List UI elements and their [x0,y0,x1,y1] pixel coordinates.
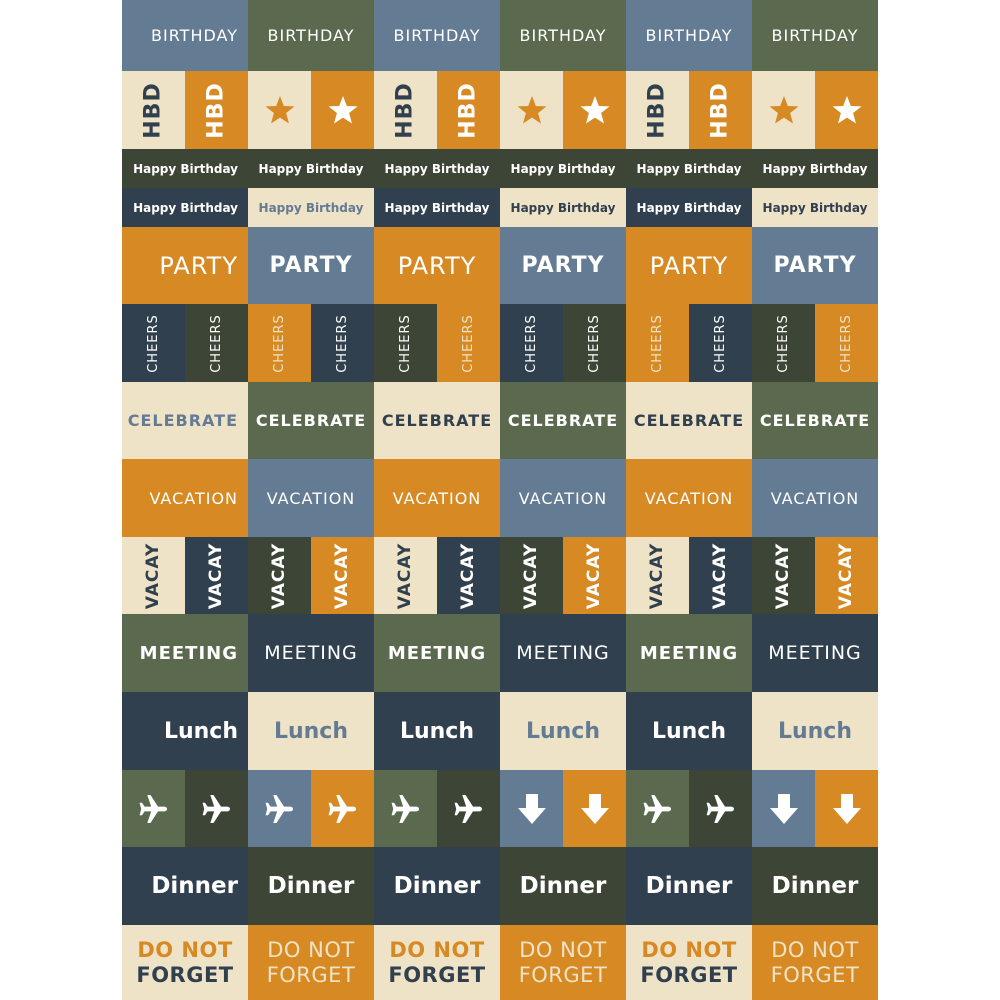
sticker-label: Lunch [651,718,727,744]
sticker-row-party [122,227,878,304]
star-icon [830,93,864,127]
sticker-lunch [122,692,248,770]
label-line-1: DO NOT [389,937,485,962]
sticker-label: VACATION [149,488,238,508]
sticker-happy-birthday-1 [374,149,500,188]
sticker-dinner [248,847,374,925]
sticker-label: CHEERS [775,313,791,373]
sticker-half [752,537,815,614]
sticker-vacay [626,537,752,614]
star-icon [263,93,297,127]
airplane-icon [704,792,738,826]
sticker-lunch [752,692,878,770]
sticker-label: Dinner [645,873,733,899]
sticker-label: HBD [140,81,166,139]
sticker-label: VACATION [392,488,482,508]
do-not-forget-label [519,938,608,988]
sticker-label: CHEERS [271,313,287,373]
sticker-label: Happy Birthday [133,161,238,176]
sticker-travel [626,770,752,847]
sticker-label: VACAY [647,542,668,609]
sticker-label: Happy Birthday [384,200,490,215]
sticker-row-meeting [122,614,878,692]
label-line-1: DO NOT [771,937,859,962]
sticker-half [122,770,185,847]
sticker-lunch [626,692,752,770]
sticker-celebrate [122,382,248,459]
sticker-half [500,71,563,149]
sticker-meeting [500,614,626,692]
sticker-label: Happy Birthday [258,161,364,176]
star-icon [515,93,549,127]
sticker-label: VACAY [773,542,794,609]
sticker-half [311,770,374,847]
sticker-cheers [122,304,248,382]
sticker-half [626,537,689,614]
sticker-party [626,227,752,304]
sticker-label: CELEBRATE [127,411,238,430]
sticker-label: CHEERS [145,313,161,373]
sticker-dinner [500,847,626,925]
down-arrow-icon [830,792,864,826]
sticker-vacay [122,537,248,614]
airplane-icon [389,792,423,826]
sticker-celebrate [626,382,752,459]
sticker-birthday [626,0,752,71]
sticker-half [185,537,248,614]
sticker-label: CHEERS [208,313,224,373]
sticker-label: Lunch [777,718,853,744]
sticker-label: VACAY [458,542,479,609]
sticker-half [248,71,311,149]
sticker-label: Dinner [267,873,355,899]
sticker-happy-birthday-2 [248,188,374,227]
sticker-meeting [248,614,374,692]
sticker-vacation [122,459,248,537]
sticker-celebrate [752,382,878,459]
sticker-label: VACATION [770,488,860,508]
sticker-label: Happy Birthday [762,200,868,215]
airplane-icon [641,792,675,826]
sticker-half [437,304,500,382]
sticker-travel [752,770,878,847]
sticker-label: Dinner [151,873,238,899]
sticker-happy-birthday-2 [374,188,500,227]
sticker-row-hbd [122,71,878,149]
sticker-half [185,770,248,847]
sticker-half [248,304,311,382]
airplane-icon [263,792,297,826]
sticker-label: CHEERS [460,313,476,373]
sticker-half [815,304,878,382]
sticker-half [563,770,626,847]
sticker-row-happy-birthday-2 [122,188,878,227]
do-not-forget-label [267,938,356,988]
sticker-vacation [752,459,878,537]
sticker-row-vacation [122,459,878,537]
sticker-lunch [500,692,626,770]
sticker-label: BIRTHDAY [771,26,859,45]
sticker-dinner [626,847,752,925]
sticker-half [437,770,500,847]
sticker-row-cheers [122,304,878,382]
sticker-half [311,71,374,149]
sticker-hbd [752,71,878,149]
sticker-half [374,304,437,382]
sticker-label: VACAY [395,542,416,609]
sticker-travel [248,770,374,847]
sticker-label: CHEERS [838,313,854,373]
star-icon [326,93,360,127]
sticker-vacation [626,459,752,537]
sticker-label: VACAY [206,542,227,609]
sticker-happy-birthday-2 [626,188,752,227]
sticker-half [626,770,689,847]
sticker-happy-birthday-1 [626,149,752,188]
sticker-label: CELEBRATE [759,411,871,430]
sticker-birthday [248,0,374,71]
sticker-half [752,71,815,149]
label-line-2: FORGET [388,962,486,987]
label-line-2: FORGET [266,962,356,987]
sticker-celebrate [500,382,626,459]
sticker-label: HBD [203,81,229,139]
sticker-row-lunch [122,692,878,770]
sticker-half [500,537,563,614]
sticker-cheers [374,304,500,382]
sticker-half [248,537,311,614]
sticker-row-birthday [122,0,878,71]
sticker-dinner [374,847,500,925]
sticker-hbd [374,71,500,149]
sticker-half [374,770,437,847]
sticker-label: CELEBRATE [507,411,619,430]
sticker-label: PARTY [649,251,729,280]
sticker-half [689,304,752,382]
sticker-travel [122,770,248,847]
sticker-label: Dinner [393,873,481,899]
sticker-half [689,71,752,149]
sticker-label: CELEBRATE [381,411,493,430]
label-line-1: DO NOT [137,937,233,962]
sticker-label: BIRTHDAY [393,26,481,45]
airplane-icon [452,792,486,826]
sticker-meeting [752,614,878,692]
sticker-label: Lunch [273,718,349,744]
do-not-forget-label [640,938,737,988]
sticker-label: VACATION [518,488,608,508]
sticker-label: CELEBRATE [255,411,367,430]
sticker-happy-birthday-1 [500,149,626,188]
sticker-label: HBD [455,81,481,139]
sticker-label: Happy Birthday [636,161,742,176]
sticker-do-not-forget [122,925,248,1000]
sticker-label: HBD [707,81,733,139]
sticker-label: PARTY [397,251,477,280]
sticker-happy-birthday-1 [122,149,248,188]
sticker-label: VACAY [836,542,857,609]
label-line-2: FORGET [770,962,860,987]
sticker-vacay [374,537,500,614]
sticker-birthday [374,0,500,71]
label-line-1: DO NOT [641,937,737,962]
sticker-do-not-forget [248,925,374,1000]
sticker-label: MEETING [387,642,487,664]
sticker-row-vacay [122,537,878,614]
sticker-do-not-forget [374,925,500,1000]
sticker-label: VACAY [269,542,290,609]
sticker-half [500,770,563,847]
sticker-happy-birthday-1 [248,149,374,188]
sticker-label: CELEBRATE [633,411,745,430]
sticker-half [374,71,437,149]
sticker-half [122,537,185,614]
sticker-hbd [248,71,374,149]
sticker-do-not-forget [500,925,626,1000]
sticker-half [311,304,374,382]
airplane-icon [326,792,360,826]
do-not-forget-label [136,938,233,988]
sticker-vacay [248,537,374,614]
sticker-half [689,770,752,847]
sticker-label: VACAY [332,542,353,609]
down-arrow-icon [767,792,801,826]
label-line-2: FORGET [136,962,234,987]
sticker-half [122,71,185,149]
label-line-2: FORGET [518,962,608,987]
sticker-half [437,71,500,149]
sticker-half [311,537,374,614]
sticker-sheet [122,0,878,1000]
sticker-do-not-forget [752,925,878,1000]
sticker-label: Lunch [163,718,238,744]
sticker-label: PARTY [773,253,857,278]
sticker-party [752,227,878,304]
sticker-row-dinner [122,847,878,925]
sticker-happy-birthday-2 [752,188,878,227]
sticker-dinner [122,847,248,925]
sticker-birthday [752,0,878,71]
sticker-label: HBD [392,81,418,139]
sticker-label: Happy Birthday [384,161,490,176]
sticker-label: VACATION [644,488,734,508]
sticker-half [815,71,878,149]
sticker-half [626,304,689,382]
sticker-vacation [500,459,626,537]
sticker-travel [500,770,626,847]
sticker-cheers [626,304,752,382]
sticker-half [185,71,248,149]
sticker-label: Happy Birthday [636,200,742,215]
sticker-row-do-not-forget [122,925,878,1000]
sticker-half [185,304,248,382]
sticker-label: Happy Birthday [510,200,616,215]
sticker-birthday [500,0,626,71]
sticker-label: PARTY [521,253,605,278]
sticker-meeting [122,614,248,692]
sticker-row-celebrate [122,382,878,459]
sticker-hbd [122,71,248,149]
sticker-half [563,71,626,149]
sticker-label: MEETING [768,642,862,664]
sticker-party [248,227,374,304]
sticker-label: Dinner [519,873,607,899]
sticker-vacation [248,459,374,537]
sticker-party [500,227,626,304]
sticker-label: Lunch [399,718,475,744]
sticker-meeting [626,614,752,692]
sticker-half [500,304,563,382]
sticker-half [626,71,689,149]
sticker-label: VACAY [143,542,164,609]
sticker-label: BIRTHDAY [267,26,355,45]
sticker-cheers [752,304,878,382]
sticker-label: VACAY [584,542,605,609]
sticker-label: MEETING [516,642,610,664]
sticker-label: VACAY [521,542,542,609]
sticker-happy-birthday-2 [122,188,248,227]
sticker-label: CHEERS [712,313,728,373]
sticker-label: CHEERS [334,313,350,373]
sticker-label: MEETING [639,642,739,664]
sticker-celebrate [248,382,374,459]
sticker-label: BIRTHDAY [645,26,733,45]
sticker-label: Dinner [771,873,859,899]
sticker-half [437,537,500,614]
airplane-icon [137,792,171,826]
sticker-label: VACAY [710,542,731,609]
sticker-label: VACATION [266,488,356,508]
sticker-vacay [500,537,626,614]
do-not-forget-label [388,938,485,988]
sticker-birthday [122,0,248,71]
down-arrow-icon [578,792,612,826]
sticker-hbd [626,71,752,149]
sticker-label: HBD [644,81,670,139]
sticker-label: CHEERS [649,313,665,373]
sticker-label: Happy Birthday [762,161,868,176]
do-not-forget-label [771,938,860,988]
sticker-celebrate [374,382,500,459]
sticker-label: MEETING [264,642,358,664]
sticker-half [752,770,815,847]
star-icon [578,93,612,127]
down-arrow-icon [515,792,549,826]
airplane-icon [200,792,234,826]
sticker-vacay [752,537,878,614]
sticker-label: CHEERS [586,313,602,373]
sticker-half [689,537,752,614]
sticker-lunch [248,692,374,770]
sticker-half [563,304,626,382]
sticker-half [563,537,626,614]
sticker-label: PARTY [269,253,353,278]
sticker-label: PARTY [159,251,238,280]
sticker-vacation [374,459,500,537]
label-line-1: DO NOT [519,937,607,962]
sticker-half [752,304,815,382]
sticker-hbd [500,71,626,149]
sticker-half [815,770,878,847]
sticker-meeting [374,614,500,692]
sticker-travel [374,770,500,847]
sticker-half [122,304,185,382]
sticker-label: Happy Birthday [258,200,364,215]
sticker-half [248,770,311,847]
sticker-happy-birthday-2 [500,188,626,227]
sticker-half [815,537,878,614]
sticker-party [122,227,248,304]
sticker-label: Happy Birthday [133,200,238,215]
sticker-label: CHEERS [397,313,413,373]
sticker-row-happy-birthday-1 [122,149,878,188]
sticker-cheers [248,304,374,382]
sticker-label: BIRTHDAY [151,26,238,45]
sticker-label: BIRTHDAY [519,26,607,45]
label-line-2: FORGET [640,962,738,987]
sticker-row-travel [122,770,878,847]
sticker-lunch [374,692,500,770]
sticker-label: CHEERS [523,313,539,373]
sticker-cheers [500,304,626,382]
sticker-party [374,227,500,304]
sticker-label: Happy Birthday [510,161,616,176]
sticker-label: Lunch [525,718,601,744]
sticker-half [374,537,437,614]
sticker-dinner [752,847,878,925]
sticker-happy-birthday-1 [752,149,878,188]
star-icon [767,93,801,127]
sticker-label: MEETING [139,642,238,664]
label-line-1: DO NOT [267,937,355,962]
sticker-do-not-forget [626,925,752,1000]
